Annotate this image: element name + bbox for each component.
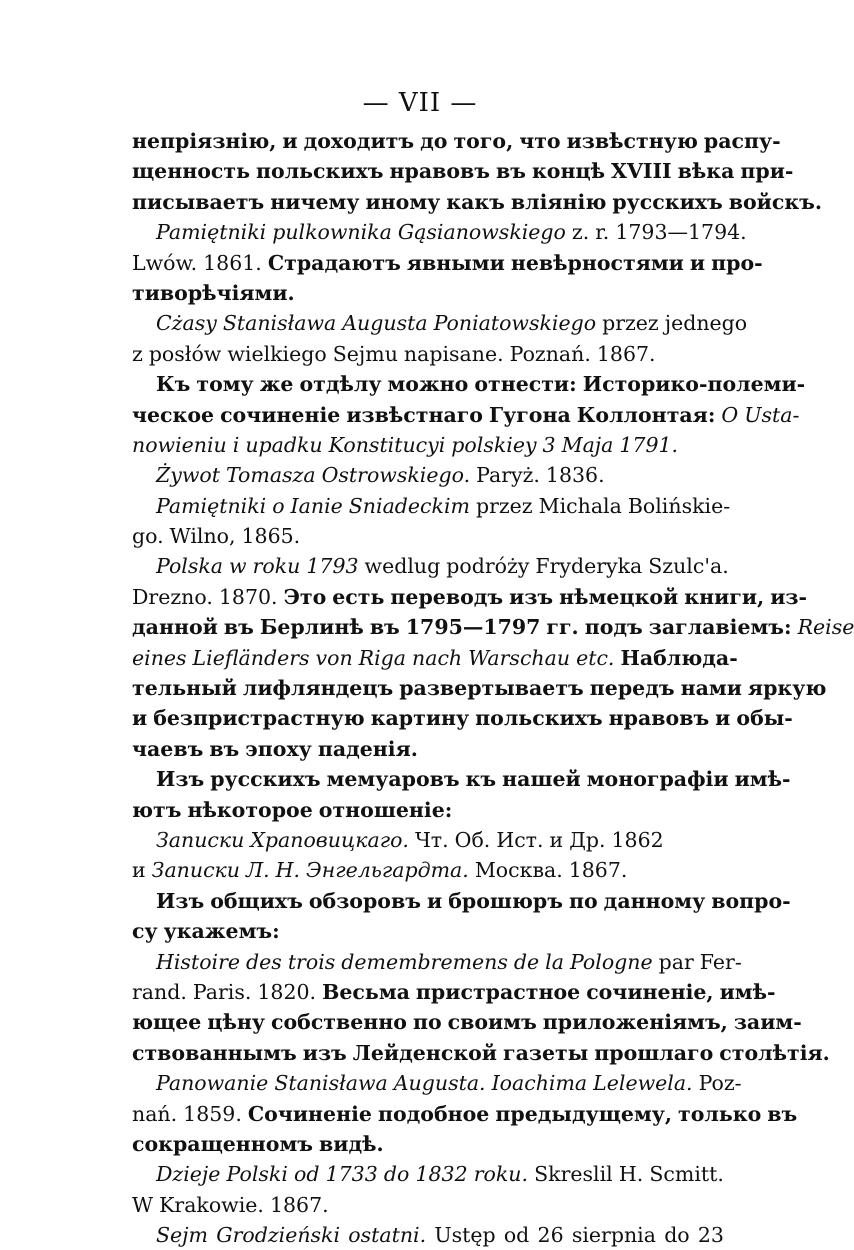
word: przez	[602, 311, 659, 336]
word: паденія.	[317, 736, 418, 761]
word: монографіи	[586, 767, 729, 792]
word: русскихъ	[612, 189, 723, 214]
word: въ	[223, 615, 254, 640]
word: имѣ-	[719, 979, 776, 1004]
word: имѣ-	[734, 767, 791, 792]
word: же	[259, 372, 294, 397]
word: od	[294, 1162, 320, 1187]
word: etc.	[576, 645, 615, 670]
word: Гугона	[488, 402, 571, 427]
text-line	[132, 1159, 724, 1189]
word: Augusta	[342, 311, 428, 336]
word: Историко-полеми-	[582, 372, 806, 397]
text-line	[132, 491, 731, 521]
word: отношеніе:	[318, 797, 453, 822]
text-line	[132, 612, 854, 642]
word: nań.	[132, 1101, 178, 1126]
page-body-text	[132, 126, 854, 1250]
word: 1859.	[183, 1101, 242, 1126]
word: 1865.	[241, 524, 301, 549]
text-line	[132, 339, 724, 369]
word: из-	[770, 584, 807, 609]
word: Чт.	[414, 827, 449, 852]
word: того,	[453, 129, 514, 153]
word: щенность	[132, 159, 251, 184]
word: обы-	[736, 706, 793, 731]
text-line	[132, 1099, 798, 1129]
word: Н.	[275, 858, 301, 883]
word: Bolińskie-	[627, 493, 731, 518]
word: Записки	[156, 827, 245, 852]
word: 1832	[415, 1162, 468, 1187]
word: w	[229, 554, 247, 579]
text-line	[132, 551, 729, 581]
word: обзоровъ	[308, 888, 421, 913]
word: od	[503, 1223, 530, 1248]
word: z	[132, 341, 143, 366]
word: Lelewela.	[593, 1071, 693, 1096]
word: су	[132, 919, 158, 944]
text-line	[132, 582, 807, 612]
word: trois	[287, 949, 336, 974]
word: Usta-	[744, 402, 800, 427]
word: изъ	[509, 584, 554, 609]
word: Энгельгардта.	[306, 858, 469, 883]
word: r.	[595, 220, 610, 245]
word: эпоху	[245, 736, 312, 761]
word: есть	[332, 584, 385, 609]
word: нѣмецкой	[559, 584, 679, 609]
word: o	[272, 493, 285, 518]
word: ostatni.	[348, 1223, 427, 1248]
word: Это	[283, 584, 327, 609]
word: de	[513, 949, 540, 974]
text-line	[132, 825, 724, 855]
word: rand.	[132, 979, 187, 1004]
word: писываетъ	[132, 189, 265, 214]
word: 1867.	[568, 858, 628, 883]
word: Polski	[226, 1162, 288, 1187]
word: Stanisława	[222, 311, 337, 336]
word: nowieniu	[132, 432, 227, 457]
word: roku	[252, 554, 301, 579]
word: 26	[537, 1223, 564, 1248]
word: Об.	[454, 827, 491, 852]
word: вопро-	[711, 888, 791, 913]
word: 1867.	[269, 1192, 329, 1217]
word: Берлинѣ	[259, 615, 364, 640]
word: Skreslil	[534, 1162, 613, 1187]
text-line	[132, 947, 742, 977]
word: 1795—1797	[405, 615, 541, 640]
word: тельный	[132, 676, 237, 701]
word: Grodzieński	[216, 1223, 341, 1248]
text-line	[132, 1068, 742, 1098]
word: Ioachima	[491, 1071, 588, 1096]
word: цѣну	[207, 1010, 265, 1035]
word: Maja	[561, 432, 614, 457]
word: Изъ	[156, 888, 205, 913]
word: 1836.	[545, 463, 605, 488]
word: польскихъ	[256, 159, 384, 184]
word: по	[412, 1010, 442, 1035]
word: въ	[496, 159, 526, 184]
word: Сочиненіе	[247, 1101, 372, 1126]
word: 1867.	[596, 341, 656, 366]
word: Drezno.	[132, 584, 213, 609]
word: Poznań.	[509, 341, 591, 366]
word: прошлаго	[594, 1040, 714, 1065]
text-line	[132, 1038, 830, 1068]
word: Коллонтая:	[576, 402, 716, 427]
text-line	[132, 1007, 802, 1037]
word: переводъ	[390, 584, 504, 609]
word: 1870.	[218, 584, 278, 609]
text-line	[132, 308, 748, 338]
word: и	[132, 706, 148, 731]
word: только	[678, 1101, 762, 1126]
word: Храповицкаго.	[250, 827, 409, 852]
word: Др.	[569, 827, 606, 852]
word: пристрастное	[415, 979, 581, 1004]
word: нравовъ	[389, 159, 491, 184]
word: распу-	[703, 129, 781, 153]
word: отнести:	[474, 372, 577, 397]
word: Poniatowskiego	[433, 311, 597, 336]
text-line	[132, 734, 724, 764]
text-line	[132, 430, 724, 460]
word: и	[715, 706, 731, 731]
text-line	[132, 886, 791, 916]
text-line	[132, 187, 823, 217]
word: Konstitucyi	[328, 432, 446, 457]
text-line	[132, 703, 793, 733]
word: i	[232, 432, 240, 457]
word: Pologne	[569, 949, 653, 974]
word: Paris.	[192, 979, 252, 1004]
word: сокращенномъ	[132, 1131, 314, 1156]
word: Ostrowskiego.	[321, 463, 471, 488]
word: про-	[711, 250, 763, 275]
word: Żywot	[156, 463, 220, 488]
word: и	[549, 827, 564, 852]
word: Fryderyka	[535, 554, 643, 579]
text-line	[132, 278, 724, 308]
text-line	[132, 369, 806, 399]
word: Записки	[151, 858, 240, 883]
word: въ	[369, 615, 400, 640]
word: концѣ	[532, 159, 606, 184]
word: данному	[603, 888, 706, 913]
word: непріязнію,	[132, 129, 277, 153]
text-line	[132, 977, 776, 1007]
word: 1793	[306, 554, 359, 579]
word: Весьма	[322, 979, 410, 1004]
word: Sniadeckim	[348, 493, 470, 518]
text-line	[132, 673, 827, 703]
word: nach	[412, 645, 463, 670]
word: иному	[365, 189, 441, 214]
word: яркую	[747, 676, 827, 701]
word: Sejmu	[332, 341, 398, 366]
word: Fer-	[699, 949, 742, 974]
word: невѣрностями	[510, 250, 684, 275]
word: upadku	[245, 432, 323, 457]
word: явными	[406, 250, 505, 275]
page-number: — VII —	[362, 88, 478, 118]
word: своимъ	[447, 1010, 537, 1035]
word: нѣкоторое	[187, 797, 313, 822]
word: z.	[571, 220, 590, 245]
word: польскихъ	[475, 706, 603, 731]
word: нравовъ	[608, 706, 710, 731]
word: ничему	[270, 189, 360, 214]
word: przez	[475, 493, 533, 518]
word: napisane.	[403, 341, 504, 366]
word: do	[383, 1162, 410, 1187]
word: 1861.	[203, 250, 262, 275]
word: H.	[618, 1162, 644, 1187]
word: Dzieje	[156, 1162, 221, 1187]
word: ствованнымъ	[132, 1040, 297, 1065]
word: demembremens	[341, 949, 508, 974]
word: до	[420, 129, 448, 153]
word: передъ	[589, 676, 675, 701]
word: Michala	[538, 493, 622, 518]
word: тому	[196, 372, 254, 397]
word: подъ	[584, 615, 643, 640]
word: въ	[767, 1101, 798, 1126]
word: гг.	[546, 615, 579, 640]
word: la	[545, 949, 564, 974]
word: Gąsianowskiego	[397, 220, 566, 245]
word: доходитъ	[303, 129, 415, 153]
text-line	[132, 643, 738, 673]
word: sierpnia	[571, 1223, 656, 1248]
word: можно	[387, 372, 469, 397]
word: Наблюда-	[620, 645, 738, 670]
word: Къ	[156, 372, 191, 397]
word: 1820.	[257, 979, 317, 1004]
word: wielkiego	[227, 341, 327, 366]
word: Warschau	[468, 645, 571, 670]
word: Wilno,	[169, 524, 236, 549]
word: Ист.	[496, 827, 544, 852]
text-line	[132, 1220, 724, 1250]
text-line	[132, 156, 794, 186]
word: укажемъ:	[163, 919, 280, 944]
word: предыдущему,	[495, 1101, 673, 1126]
word: ютъ	[132, 797, 182, 822]
word: jednego	[664, 311, 748, 336]
word: приложеніямъ,	[542, 1010, 728, 1035]
word: чаевъ	[132, 736, 204, 761]
word: Ustęp	[434, 1223, 496, 1248]
word: polskiey	[451, 432, 537, 457]
word: podróży	[446, 554, 530, 579]
word: лифляндецъ	[242, 676, 394, 701]
word: книги,	[684, 584, 765, 609]
word: Paryż.	[476, 463, 540, 488]
word: безпристрастную	[153, 706, 365, 731]
word: Riga	[358, 645, 407, 670]
word: Tomasza	[225, 463, 316, 488]
text-line	[132, 1129, 724, 1159]
word: 1733	[325, 1162, 378, 1187]
word: W	[132, 1192, 154, 1217]
word: Lwów.	[132, 250, 198, 275]
word: по	[568, 888, 598, 913]
word: мемуаровъ	[326, 767, 460, 792]
word: при-	[740, 159, 794, 184]
word: изъ	[302, 1040, 347, 1065]
text-line	[132, 217, 747, 247]
word: Pamiętniki	[156, 220, 267, 245]
text-line	[132, 248, 763, 278]
word: von	[315, 645, 353, 670]
word: заглавіемъ:	[648, 615, 792, 640]
word: Histoire	[156, 949, 241, 974]
word: видѣ.	[319, 1131, 384, 1156]
word: Scmitt.	[649, 1162, 724, 1187]
word: извѣстнаго	[346, 402, 483, 427]
word: Poz-	[698, 1071, 742, 1096]
word: par	[658, 949, 694, 974]
word: do	[664, 1223, 690, 1248]
word: извѣстную	[566, 129, 698, 153]
word: столѣтія.	[719, 1040, 830, 1065]
text-line	[132, 916, 724, 946]
word: сочиненіе,	[586, 979, 714, 1004]
word: des	[246, 949, 282, 974]
word: pulkownika	[272, 220, 392, 245]
word: ческое	[132, 402, 215, 427]
word: картину	[370, 706, 470, 731]
word: O	[721, 402, 739, 427]
word: и	[689, 250, 706, 275]
text-line	[132, 795, 724, 825]
word: roku.	[473, 1162, 529, 1187]
word: собственно	[270, 1010, 407, 1035]
word: отдѣлу	[299, 372, 382, 397]
word: сочиненіе	[220, 402, 341, 427]
word: заим-	[733, 1010, 802, 1035]
text-line	[132, 460, 724, 490]
word: и	[426, 888, 443, 913]
word: данной	[132, 615, 218, 640]
text-line	[132, 521, 724, 551]
word: Cżasy	[156, 311, 217, 336]
word: и	[282, 129, 298, 153]
word: Л.	[246, 858, 270, 883]
word: Лейденской	[352, 1040, 498, 1065]
word: Москва.	[474, 858, 563, 883]
word: подобное	[377, 1101, 490, 1126]
text-line	[132, 855, 724, 885]
word: 1791.	[619, 432, 679, 457]
word: eines	[132, 645, 187, 670]
word: XVIII	[611, 159, 672, 184]
text-line	[132, 400, 800, 430]
word: вѣка	[677, 159, 735, 184]
word: 1793—1794.	[615, 220, 747, 245]
word: Polska	[156, 554, 224, 579]
word: войскъ.	[728, 189, 823, 214]
word: Страдаютъ	[267, 250, 401, 275]
word: Krakowie.	[159, 1192, 264, 1217]
word: Reise	[797, 615, 854, 640]
word: нашей	[502, 767, 581, 792]
word: Ianie	[290, 493, 343, 518]
word: Szulc'a.	[648, 554, 729, 579]
word: газеты	[503, 1040, 589, 1065]
text-line	[132, 764, 791, 794]
word: и	[132, 858, 146, 883]
word: нами	[680, 676, 742, 701]
word: развертываетъ	[399, 676, 584, 701]
word: 1862	[611, 827, 664, 852]
word: wedlug	[364, 554, 441, 579]
word: 23	[697, 1223, 724, 1248]
word: posłów	[148, 341, 222, 366]
word: Panowanie	[156, 1071, 269, 1096]
text-line	[132, 1190, 724, 1220]
word: ющее	[132, 1010, 202, 1035]
word: Изъ	[156, 767, 205, 792]
word: Sejm	[156, 1223, 208, 1248]
word: русскихъ	[210, 767, 321, 792]
word: Liefländers	[192, 645, 310, 670]
word: тиворѣчіями.	[132, 280, 295, 305]
word: Augusta.	[393, 1071, 486, 1096]
word: какъ	[446, 189, 505, 214]
word: go.	[132, 524, 164, 549]
word: 3	[542, 432, 556, 457]
word: вліянію	[510, 189, 607, 214]
word: въ	[209, 736, 240, 761]
word: брошюръ	[448, 888, 563, 913]
word: общихъ	[210, 888, 303, 913]
word: къ	[465, 767, 497, 792]
word: что	[519, 129, 561, 153]
word: Pamiętniki	[156, 493, 267, 518]
text-line	[132, 126, 781, 156]
word: Stanisława	[274, 1071, 388, 1096]
